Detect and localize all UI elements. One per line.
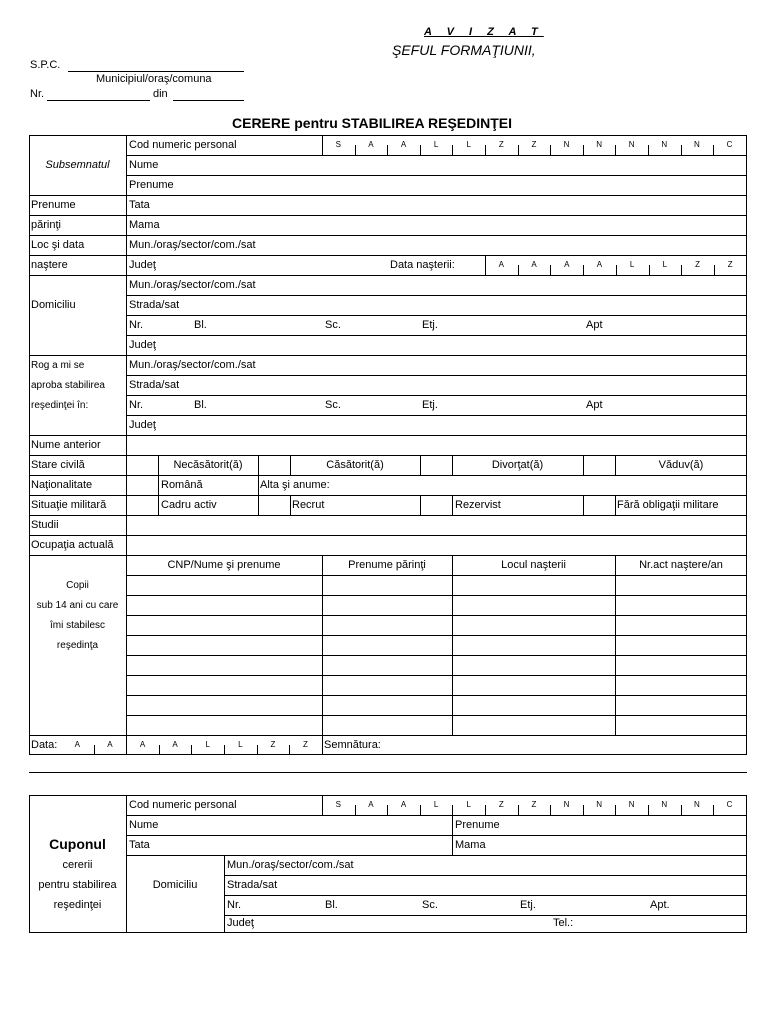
- digit-separator: [583, 805, 584, 815]
- digit-separator: [224, 745, 225, 755]
- digit-separator: [713, 145, 714, 155]
- nastere-mun-field[interactable]: Mun./oraş/sector/com./sat: [129, 239, 256, 251]
- res-sc-field[interactable]: Sc.: [325, 399, 341, 411]
- copii-col-header: Locul naşterii: [501, 559, 566, 571]
- alta-field[interactable]: Alta şi anume:: [260, 479, 330, 491]
- fara-option[interactable]: Fără obligaţii militare: [617, 499, 719, 511]
- col: [158, 495, 159, 515]
- digit-separator: [550, 265, 551, 275]
- digit-separator: [518, 265, 519, 275]
- page-title: CERERE pentru STABILIREA REŞEDINŢEI: [232, 115, 513, 131]
- coupon-domiciliu-label: Domiciliu: [152, 879, 198, 891]
- cnp-digit-6[interactable]: Z: [498, 140, 504, 149]
- coupon-apt-field[interactable]: Apt.: [650, 899, 670, 911]
- coupon-cnp-digit-5[interactable]: L: [466, 800, 471, 809]
- res-apt-field[interactable]: Apt: [586, 399, 603, 411]
- cnp-digit-2[interactable]: A: [368, 140, 374, 149]
- digit-separator: [485, 805, 486, 815]
- rezervist-option[interactable]: Rezervist: [455, 499, 501, 511]
- dn-digit-6[interactable]: L: [662, 260, 668, 269]
- row-line: [126, 815, 747, 816]
- dom-strada-field[interactable]: Strada/sat: [129, 299, 180, 311]
- col: [615, 555, 616, 735]
- copii-label-1: Copii: [66, 580, 89, 591]
- prenume-parinti-label-2: părinţi: [31, 219, 61, 231]
- divortat-option[interactable]: Divorţat(ă): [491, 459, 544, 471]
- cnp-label: Cod numeric personal: [129, 139, 237, 151]
- coupon-etj-field[interactable]: Etj.: [520, 899, 536, 911]
- coupon-cnp-digit-11[interactable]: N: [661, 800, 668, 809]
- coupon-nume-field[interactable]: Nume: [129, 819, 159, 831]
- res-mun-field[interactable]: Mun./oraş/sector/com./sat: [129, 359, 256, 371]
- row-line: [29, 535, 747, 536]
- dom-bl-field[interactable]: Bl.: [194, 319, 207, 331]
- copii-row-line: [126, 575, 747, 576]
- row-line: [126, 295, 747, 296]
- digit-separator: [126, 745, 127, 755]
- res-nr-field[interactable]: Nr.: [129, 399, 144, 411]
- digit-separator: [289, 745, 290, 755]
- row-line: [126, 155, 747, 156]
- row-line: [224, 915, 747, 916]
- rog-label-3: reşedinţei în:: [31, 400, 89, 411]
- data-digit-4[interactable]: A: [172, 740, 178, 749]
- dn-digit-7[interactable]: Z: [695, 260, 700, 269]
- row-line: [29, 515, 747, 516]
- digit-separator: [681, 265, 682, 275]
- data-digit-5[interactable]: L: [205, 740, 210, 749]
- recrut-option[interactable]: Recrut: [292, 499, 325, 511]
- coupon-label-1: cererii: [62, 859, 93, 871]
- copii-row-line: [126, 655, 747, 656]
- cnp-digit-11[interactable]: N: [661, 140, 668, 149]
- digit-separator: [583, 145, 584, 155]
- digit-separator: [518, 805, 519, 815]
- dn-digit-1[interactable]: A: [498, 260, 505, 269]
- digit-separator: [191, 745, 192, 755]
- dom-mun-field[interactable]: Mun./oraş/sector/com./sat: [129, 279, 256, 291]
- coupon-cnp-digit-8[interactable]: N: [563, 800, 570, 809]
- coupon-cnp-digit-4[interactable]: L: [433, 800, 439, 809]
- digit-separator: [355, 145, 356, 155]
- row-line: [29, 475, 747, 476]
- col: [290, 495, 291, 515]
- digit-separator: [387, 145, 388, 155]
- label-column-divider: [126, 135, 127, 755]
- digit-separator: [355, 805, 356, 815]
- stare-civila-label: Stare civilă: [31, 459, 85, 471]
- col: [420, 455, 421, 475]
- rog-label-2: aproba stabilirea: [31, 380, 105, 391]
- row-line: [126, 835, 747, 836]
- copii-col-header: Prenume părinţi: [348, 559, 426, 571]
- col: [452, 555, 453, 735]
- subsemnatul-label: Subsemnatul: [45, 159, 110, 171]
- digit-separator: [615, 805, 616, 815]
- data-digit-8[interactable]: Z: [303, 740, 308, 749]
- dom-nr-field[interactable]: Nr.: [129, 319, 144, 331]
- col: [322, 735, 323, 755]
- coupon-cnp-digit-10[interactable]: N: [628, 800, 635, 809]
- row-line: [126, 335, 747, 336]
- copii-row-line: [126, 675, 747, 676]
- coupon-cnp-digit-13[interactable]: C: [726, 800, 733, 809]
- dn-digit-3[interactable]: A: [564, 260, 570, 269]
- coupon-tel-field[interactable]: Tel.:: [553, 917, 574, 929]
- coupon-nr-field[interactable]: Nr.: [227, 899, 242, 911]
- coupon-label-3: reşedinţei: [53, 899, 102, 911]
- digit-separator: [420, 805, 421, 815]
- row-line: [224, 875, 747, 876]
- romana-option[interactable]: Română: [161, 479, 203, 491]
- coupon-cnp-digit-6[interactable]: Z: [498, 800, 504, 809]
- copii-row-line: [126, 695, 747, 696]
- nr-label: Nr.: [30, 88, 45, 100]
- spc-line[interactable]: [68, 71, 244, 72]
- spc-label: S.P.C.: [30, 59, 61, 71]
- domiciliu-label: Domiciliu: [31, 299, 76, 311]
- data-digit-3[interactable]: A: [139, 740, 146, 749]
- digit-separator: [387, 805, 388, 815]
- copii-row-line: [126, 615, 747, 616]
- copii-label-4: reşedinţa: [56, 640, 99, 651]
- digit-separator: [420, 145, 421, 155]
- coupon-cnp-digit-1[interactable]: S: [335, 800, 341, 809]
- digit-separator: [257, 745, 258, 755]
- cnp-digit-9[interactable]: N: [596, 140, 602, 149]
- digit-separator: [648, 145, 649, 155]
- digit-separator: [714, 265, 715, 275]
- col: [258, 495, 259, 515]
- col: [583, 495, 584, 515]
- digit-separator: [616, 265, 617, 275]
- digit-separator: [518, 145, 519, 155]
- dom-judet-field[interactable]: Judeţ: [129, 339, 156, 351]
- copii-label-2: sub 14 ani cu care: [36, 600, 119, 611]
- coupon-tata-field[interactable]: Tata: [129, 839, 150, 851]
- necasatorit-option[interactable]: Necăsătorit(ă): [173, 459, 243, 471]
- dom-sc-field[interactable]: Sc.: [325, 319, 341, 331]
- digit-separator: [550, 145, 551, 155]
- ocupatia-label: Ocupaţia actuală: [31, 539, 114, 551]
- coupon-prenume-field[interactable]: Prenume: [455, 819, 500, 831]
- coupon-cnp-digit-12[interactable]: N: [694, 800, 700, 809]
- dom-etj-field[interactable]: Etj.: [422, 319, 438, 331]
- digit-separator: [550, 805, 551, 815]
- row-line: [126, 415, 747, 416]
- cnp-digit-3[interactable]: A: [400, 140, 407, 149]
- col: [258, 455, 259, 475]
- coupon-strada-field[interactable]: Strada/sat: [227, 879, 278, 891]
- casatorit-option[interactable]: Căsătorit(ă): [326, 459, 384, 471]
- coupon-judet-field[interactable]: Judeţ: [227, 917, 254, 929]
- res-judet-field[interactable]: Judeţ: [129, 419, 156, 431]
- din-line[interactable]: [173, 100, 244, 101]
- cnp-digit-13[interactable]: C: [726, 140, 733, 149]
- vaduv-option[interactable]: Văduv(ă): [658, 459, 704, 471]
- cnp-digit-4[interactable]: L: [433, 140, 439, 149]
- digit-separator: [713, 805, 714, 815]
- row-line: [126, 175, 747, 176]
- row-line: [126, 375, 747, 376]
- row-line: [126, 855, 747, 856]
- nationalitate-label: Naţionalitate: [31, 479, 93, 491]
- coupon-cnp-digit-2[interactable]: A: [368, 800, 374, 809]
- situatie-militara-label: Situaţie militară: [31, 499, 107, 511]
- row-line: [29, 435, 747, 436]
- coupon-label-2: pentru stabilirea: [38, 879, 117, 891]
- loc-data-label-2: naştere: [31, 259, 68, 271]
- coupon-cnp-label: Cod numeric personal: [129, 799, 237, 811]
- coupon-mun-field[interactable]: Mun./oraş/sector/com./sat: [227, 859, 354, 871]
- coupon-sc-field[interactable]: Sc.: [422, 899, 438, 911]
- prenume-field[interactable]: Prenume: [129, 179, 174, 191]
- dom-apt-field[interactable]: Apt: [586, 319, 603, 331]
- din-label: din: [153, 88, 168, 100]
- col: [452, 495, 453, 515]
- data-digit-7[interactable]: Z: [270, 740, 276, 749]
- col: [583, 455, 584, 475]
- col: [258, 475, 259, 495]
- digit-separator: [681, 145, 682, 155]
- nastere-judet-field[interactable]: Judeţ: [129, 259, 156, 271]
- digit-separator: [583, 265, 584, 275]
- digit-separator: [159, 745, 160, 755]
- copii-row-line: [126, 635, 747, 636]
- copii-col-header: Nr.act naştere/an: [639, 559, 723, 571]
- copii-row-line: [126, 595, 747, 596]
- cut-line: [29, 772, 747, 773]
- cnp-digit-7[interactable]: Z: [531, 140, 537, 149]
- digit-separator: [649, 265, 650, 275]
- data-nasterii-label: Data naşterii:: [390, 259, 455, 271]
- copii-row-line: [126, 715, 747, 716]
- coupon-bl-field[interactable]: Bl.: [325, 899, 338, 911]
- res-strada-field[interactable]: Strada/sat: [129, 379, 180, 391]
- data-digit-6[interactable]: L: [238, 740, 243, 749]
- cnp-digit-1[interactable]: S: [335, 140, 341, 149]
- tata-field[interactable]: Tata: [129, 199, 150, 211]
- digit-separator: [452, 805, 453, 815]
- col: [158, 475, 159, 495]
- digit-separator: [648, 805, 649, 815]
- avizat-heading: A V I Z A T: [424, 26, 544, 38]
- loc-data-label-1: Loc şi data: [31, 239, 85, 251]
- data-digit-1[interactable]: A: [74, 740, 80, 749]
- cadru-option[interactable]: Cadru activ: [161, 499, 217, 511]
- digit-separator: [615, 145, 616, 155]
- dn-digit-4[interactable]: A: [596, 260, 603, 269]
- digit-separator: [94, 745, 95, 755]
- col: [420, 495, 421, 515]
- col: [322, 555, 323, 735]
- prenume-parinti-label-1: Prenume: [31, 199, 76, 211]
- digit-separator: [452, 145, 453, 155]
- seful-heading: ŞEFUL FORMAŢIUNII,: [392, 42, 536, 58]
- data-label: Data:: [31, 739, 58, 751]
- rog-label-1: Rog a mi se: [31, 360, 85, 371]
- data-digit-2[interactable]: A: [107, 740, 113, 749]
- coupon-mama-field[interactable]: Mama: [455, 839, 486, 851]
- coupon-cnp-digit-7[interactable]: Z: [531, 800, 537, 809]
- col: [615, 495, 616, 515]
- coupon-title: Cuponul: [49, 836, 106, 852]
- mama-field[interactable]: Mama: [129, 219, 160, 231]
- semnatura-label: Semnătura:: [324, 739, 381, 751]
- nume-anterior-label: Nume anterior: [31, 439, 101, 451]
- copii-col-header: CNP/Nume şi prenume: [167, 559, 281, 571]
- municipiu-label: Municipiul/oraş/comuna: [96, 73, 212, 85]
- coupon-cnp-digit-9[interactable]: N: [596, 800, 602, 809]
- res-bl-field[interactable]: Bl.: [194, 399, 207, 411]
- coupon-cnp-digit-3[interactable]: A: [400, 800, 407, 809]
- nume-field[interactable]: Nume: [129, 159, 159, 171]
- cnp-digit-10[interactable]: N: [628, 140, 635, 149]
- nr-line[interactable]: [47, 100, 150, 101]
- cnp-digit-8[interactable]: N: [563, 140, 570, 149]
- res-etj-field[interactable]: Etj.: [422, 399, 438, 411]
- col: [224, 855, 225, 933]
- cnp-digit-12[interactable]: N: [694, 140, 700, 149]
- digit-separator: [485, 145, 486, 155]
- dn-digit-8[interactable]: Z: [727, 260, 733, 269]
- dn-digit-2[interactable]: A: [531, 260, 537, 269]
- copii-label-3: îmi stabilesc: [49, 620, 105, 631]
- studii-label: Studii: [31, 519, 59, 531]
- dn-digit-5[interactable]: L: [629, 260, 635, 269]
- cnp-digit-5[interactable]: L: [466, 140, 471, 149]
- digit-separator: [681, 805, 682, 815]
